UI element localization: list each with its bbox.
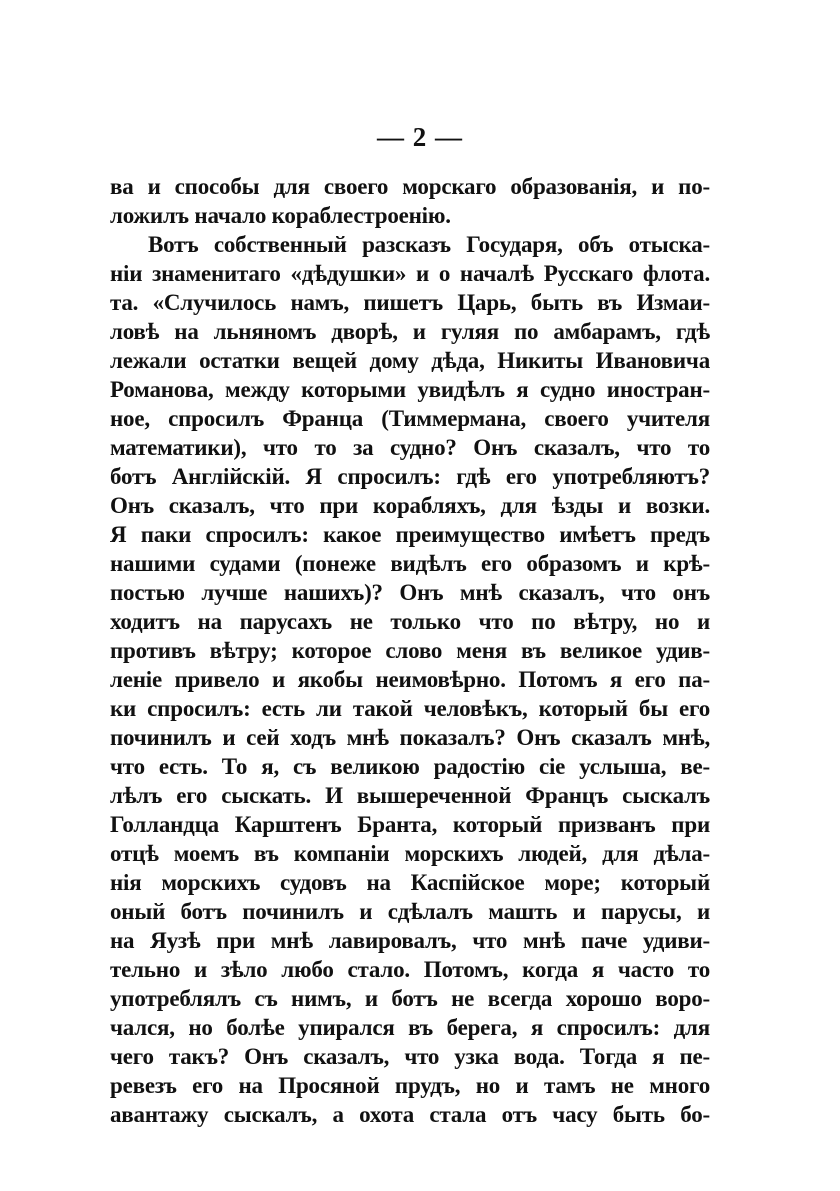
text-line: ловѣ на льняномъ дворѣ, и гуляя по амбарамъ, гдѣ [110, 319, 710, 344]
text-line: на Яузѣ при мнѣ лавировалъ, что мнѣ паче удиви- [110, 928, 710, 953]
text-line: постью лучше нашихъ)? Онъ мнѣ сказалъ, что онъ [110, 580, 710, 605]
text-line: Романова, между которыми увидѣлъ я судно иностран- [110, 377, 710, 402]
text-line: починилъ и сей ходъ мнѣ показалъ? Онъ сказалъ мнѣ, [110, 725, 710, 750]
text-line: математики), что то за судно? Онъ сказалъ, что то [110, 435, 710, 460]
text-line: ва и способы для своего морскаго образованія, и по- [110, 174, 710, 199]
text-line: авантажу сыскалъ, а охота стала отъ часу быть бо- [110, 1102, 710, 1127]
text-line: противъ вѣтру; которое слово меня въ великое удив- [110, 638, 710, 663]
text-line: ки спросилъ: есть ли такой человѣкъ, который бы его [110, 696, 710, 721]
text-line: ходитъ на парусахъ не только что по вѣтру, но и [110, 609, 710, 634]
text-line: чался, но болѣе упирался въ берега, я спросилъ: для [110, 1015, 710, 1040]
text-line: ніи знаменитаго «дѣдушки» и о началѣ Русскаго флота. [110, 261, 710, 286]
text-line: лѣлъ его сыскать. И вышереченной Францъ сыскалъ [110, 783, 710, 808]
text-line: оный ботъ починилъ и сдѣлалъ машть и парусы, и [110, 899, 710, 924]
body-text [110, 172, 710, 1129]
text-line: Голландца Карштенъ Брантa, который призванъ при [110, 812, 710, 837]
text-line: нашими судами (понеже видѣлъ его образомъ и крѣ- [110, 551, 710, 576]
text-line: чего такъ? Онъ сказалъ, что узка вода. Тогда я пе- [110, 1044, 710, 1069]
text-line: лежали остатки вещей дому дѣда, Никиты Ивановича [110, 348, 710, 373]
text-line: ревезъ его на Просяной прудъ, но и тамъ не много [110, 1073, 710, 1098]
text-line: Вотъ собственный разсказъ Государя, объ отыска- [148, 232, 710, 257]
text-line: Я паки спросилъ: какое преимущество имѣетъ предъ [110, 522, 710, 547]
text-line: нія морскихъ судовъ на Каспійское море; который [110, 870, 710, 895]
text-line: отцѣ моемъ въ компаніи морскихъ людей, для дѣла- [110, 841, 710, 866]
text-line: что есть. То я, съ великою радостію сіе услыша, ве- [110, 754, 710, 779]
text-line: леніе привело и якобы неимовѣрно. Потомъ я его па- [110, 667, 710, 692]
text-line: тельно и зѣло любо стало. Потомъ, когда я часто то [110, 957, 710, 982]
text-line: Онъ сказалъ, что при корабляхъ, для ѣзды и возки. [110, 493, 710, 518]
text-line: ботъ Англійскій. Я спросилъ: гдѣ его употребляютъ? [110, 464, 710, 489]
text-line: употреблялъ съ нимъ, и ботъ не всегда хорошо воро- [110, 986, 710, 1011]
text-line: ное, спросилъ Франца (Тиммермана, своего учителя [110, 406, 710, 431]
page-number: — 2 — [377, 122, 463, 152]
text-line: ложилъ начало кораблестроенію. [110, 203, 451, 228]
text-line: та. «Случилось намъ, пишетъ Царь, быть въ Измаи- [110, 290, 710, 315]
